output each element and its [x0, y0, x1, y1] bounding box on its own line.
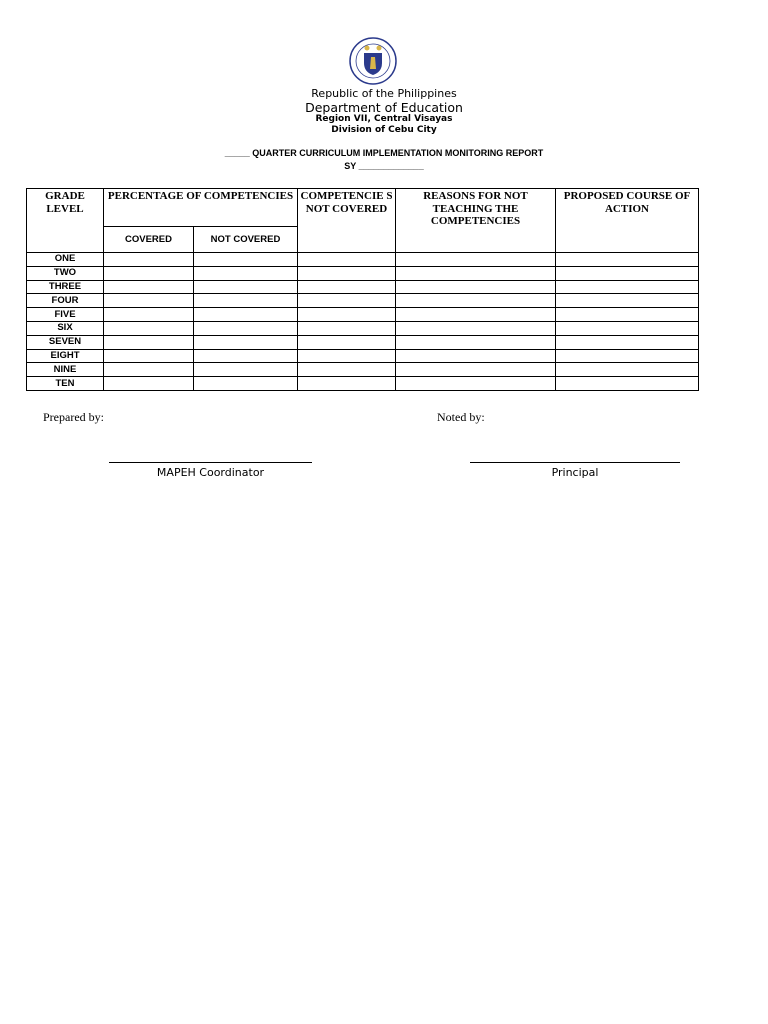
prepared-by-label: Prepared by: [43, 410, 104, 424]
table-row [27, 266, 699, 280]
grade-level-cell: ONE [27, 253, 104, 267]
entry-cell[interactable] [194, 294, 298, 308]
entry-cell[interactable] [104, 363, 194, 377]
table-row [27, 280, 699, 294]
entry-cell[interactable] [194, 253, 298, 267]
signature-line [470, 462, 680, 463]
grade-level-cell: SIX [27, 321, 104, 335]
entry-cell[interactable] [298, 253, 396, 267]
entry-cell[interactable] [556, 377, 699, 391]
entry-cell[interactable] [396, 335, 556, 349]
header-proposed-action: PROPOSED COURSE OF ACTION [556, 189, 699, 253]
entry-cell[interactable] [396, 280, 556, 294]
header-reasons: REASONS FOR NOT TEACHING THE COMPETENCIES [396, 189, 556, 253]
signature-line [109, 462, 312, 463]
entry-cell[interactable] [396, 321, 556, 335]
entry-cell[interactable] [396, 266, 556, 280]
entry-cell[interactable] [194, 349, 298, 363]
entry-cell[interactable] [556, 321, 699, 335]
republic-text: Republic of the Philippines [311, 87, 457, 100]
entry-cell[interactable] [194, 335, 298, 349]
entry-cell[interactable] [298, 349, 396, 363]
entry-cell[interactable] [104, 349, 194, 363]
grade-level-cell: FOUR [27, 294, 104, 308]
deped-seal-logo [349, 37, 397, 85]
table-row [27, 253, 699, 267]
entry-cell[interactable] [396, 294, 556, 308]
entry-cell[interactable] [104, 321, 194, 335]
entry-cell[interactable] [104, 294, 194, 308]
entry-cell[interactable] [104, 280, 194, 294]
entry-cell[interactable] [556, 266, 699, 280]
entry-cell[interactable] [104, 266, 194, 280]
entry-cell[interactable] [104, 253, 194, 267]
header-percentage: PERCENTAGE OF COMPETENCIES [104, 189, 298, 227]
entry-cell[interactable] [396, 308, 556, 322]
header-covered: COVERED [104, 227, 194, 253]
entry-cell[interactable] [104, 377, 194, 391]
grade-level-cell: FIVE [27, 308, 104, 322]
entry-cell[interactable] [298, 377, 396, 391]
grade-level-cell: TWO [27, 266, 104, 280]
noted-by-label: Noted by: [437, 410, 485, 424]
table-row [27, 335, 699, 349]
entry-cell[interactable] [194, 308, 298, 322]
entry-cell[interactable] [194, 377, 298, 391]
grade-level-cell: NINE [27, 363, 104, 377]
report-title: _____ QUARTER CURRICULUM IMPLEMENTATION MONITORING REPORT [224, 148, 544, 158]
entry-cell[interactable] [298, 335, 396, 349]
entry-cell[interactable] [298, 308, 396, 322]
entry-cell[interactable] [298, 266, 396, 280]
division-text: Division of Cebu City [331, 125, 437, 135]
entry-cell[interactable] [556, 335, 699, 349]
grade-level-cell: THREE [27, 280, 104, 294]
prepared-signature [109, 462, 312, 479]
entry-cell[interactable] [298, 363, 396, 377]
table-row [27, 349, 699, 363]
entry-cell[interactable] [298, 294, 396, 308]
region-text: Region VII, Central Visayas [315, 114, 453, 124]
entry-cell[interactable] [556, 308, 699, 322]
entry-cell[interactable] [556, 280, 699, 294]
noted-role: Principal [551, 466, 599, 479]
school-year: SY _____________ [344, 161, 424, 171]
grade-level-cell: SEVEN [27, 335, 104, 349]
entry-cell[interactable] [396, 253, 556, 267]
entry-cell[interactable] [194, 363, 298, 377]
header-not-covered: NOT COVERED [194, 227, 298, 253]
entry-cell[interactable] [194, 321, 298, 335]
entry-cell[interactable] [556, 363, 699, 377]
header-competencies-not-covered: COMPETENCIE S NOT COVERED [298, 189, 396, 253]
entry-cell[interactable] [556, 253, 699, 267]
department-text: Department of Education [305, 100, 463, 115]
entry-cell[interactable] [396, 377, 556, 391]
table-row [27, 363, 699, 377]
table-row [27, 308, 699, 322]
entry-cell[interactable] [194, 266, 298, 280]
entry-cell[interactable] [556, 349, 699, 363]
noted-signature [470, 462, 680, 479]
entry-cell[interactable] [298, 321, 396, 335]
table-row [27, 321, 699, 335]
grade-level-cell: EIGHT [27, 349, 104, 363]
entry-cell[interactable] [396, 349, 556, 363]
prepared-role: MAPEH Coordinator [156, 466, 265, 479]
entry-cell[interactable] [194, 280, 298, 294]
table-row [27, 294, 699, 308]
table-row [27, 377, 699, 391]
entry-cell[interactable] [298, 280, 396, 294]
entry-cell[interactable] [104, 335, 194, 349]
grade-level-cell: TEN [27, 377, 104, 391]
entry-cell[interactable] [556, 294, 699, 308]
monitoring-table [26, 188, 699, 391]
entry-cell[interactable] [104, 308, 194, 322]
entry-cell[interactable] [396, 363, 556, 377]
header-grade-level: GRADE LEVEL [27, 189, 104, 253]
